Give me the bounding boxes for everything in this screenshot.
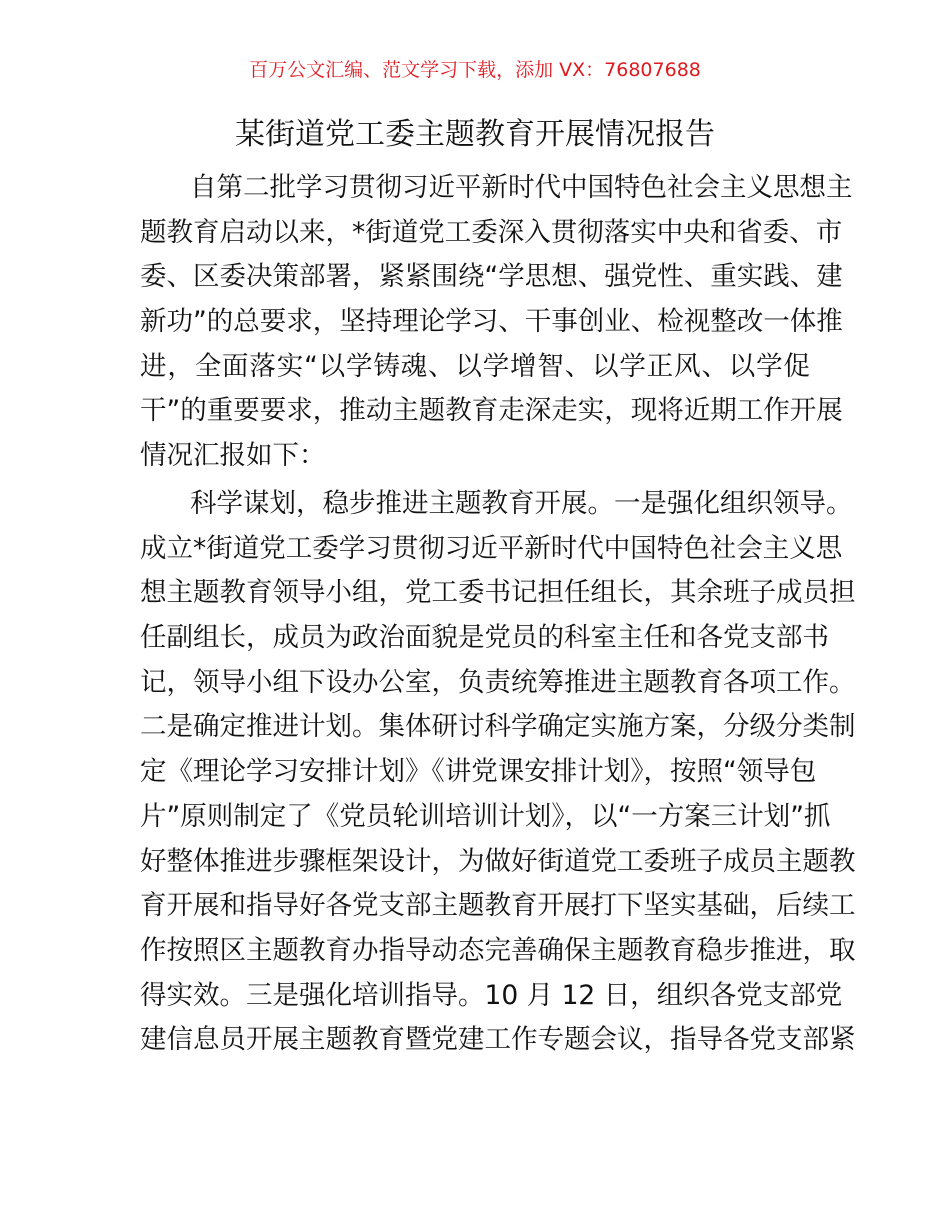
text-line: 好整体推进步骤框架设计，为做好街道党工委班子成员主题教: [140, 845, 856, 877]
text-line: 题教育启动以来，*街道党工委深入贯彻落实中央和省委、市: [140, 216, 843, 248]
text-line: 进，全面落实“以学铸魂、以学增智、以学正风、以学促: [140, 350, 810, 382]
watermark-header: 百万公文汇编、范文学习下载，添加 VX：76807688: [249, 59, 701, 81]
text-line: 任副组长，成员为政治面貌是党员的科室主任和各党支部书: [140, 622, 829, 654]
text-line: 育开展和指导好各党支部主题教育开展打下坚实基础，后续工: [140, 890, 856, 922]
paragraph-planning: [140, 482, 856, 1063]
text-line: 科学谋划，稳步推进主题教育开展。一是强化组织领导。: [190, 488, 853, 519]
document-title: 某街道党工委主题教育开展情况报告: [235, 117, 715, 152]
paragraph-intro: [140, 166, 853, 479]
text-line: 情况汇报如下：: [140, 440, 326, 472]
text-line: 委、区委决策部署，紧紧围绕“学思想、强党性、重实践、建: [140, 261, 843, 293]
text-line: 想主题教育领导小组，党工委书记担任组长，其余班子成员担: [140, 577, 856, 609]
text-line: 建信息员开展主题教育暨党建工作专题会议，指导各党支部紧: [140, 1024, 856, 1056]
text-line: 记，领导小组下设办公室，负责统筹推进主题教育各项工作。: [140, 666, 856, 698]
text-line: 二是确定推进计划。集体研讨科学确定实施方案，分级分类制: [140, 711, 856, 743]
text-line: 定《理论学习安排计划》《讲党课安排计划》，按照“领导包: [140, 756, 817, 788]
text-line: 得实效。三是强化培训指导。10 月 12 日，组织各党支部党: [140, 979, 843, 1011]
text-line: 干”的重要要求，推动主题教育走深走实，现将近期工作开展: [140, 395, 843, 427]
text-line: 新功”的总要求，坚持理论学习、干事创业、检视整改一体推: [140, 306, 843, 338]
text-line: 自第二批学习贯彻习近平新时代中国特色社会主义思想主: [190, 172, 853, 203]
text-line: 片”原则制定了《党员轮训培训计划》，以“一方案三计划”抓: [140, 800, 831, 832]
text-line: 成立*街道党工委学习贯彻习近平新时代中国特色社会主义思: [140, 532, 843, 564]
text-line: 作按照区主题教育办指导动态完善确保主题教育稳步推进，取: [140, 934, 856, 966]
